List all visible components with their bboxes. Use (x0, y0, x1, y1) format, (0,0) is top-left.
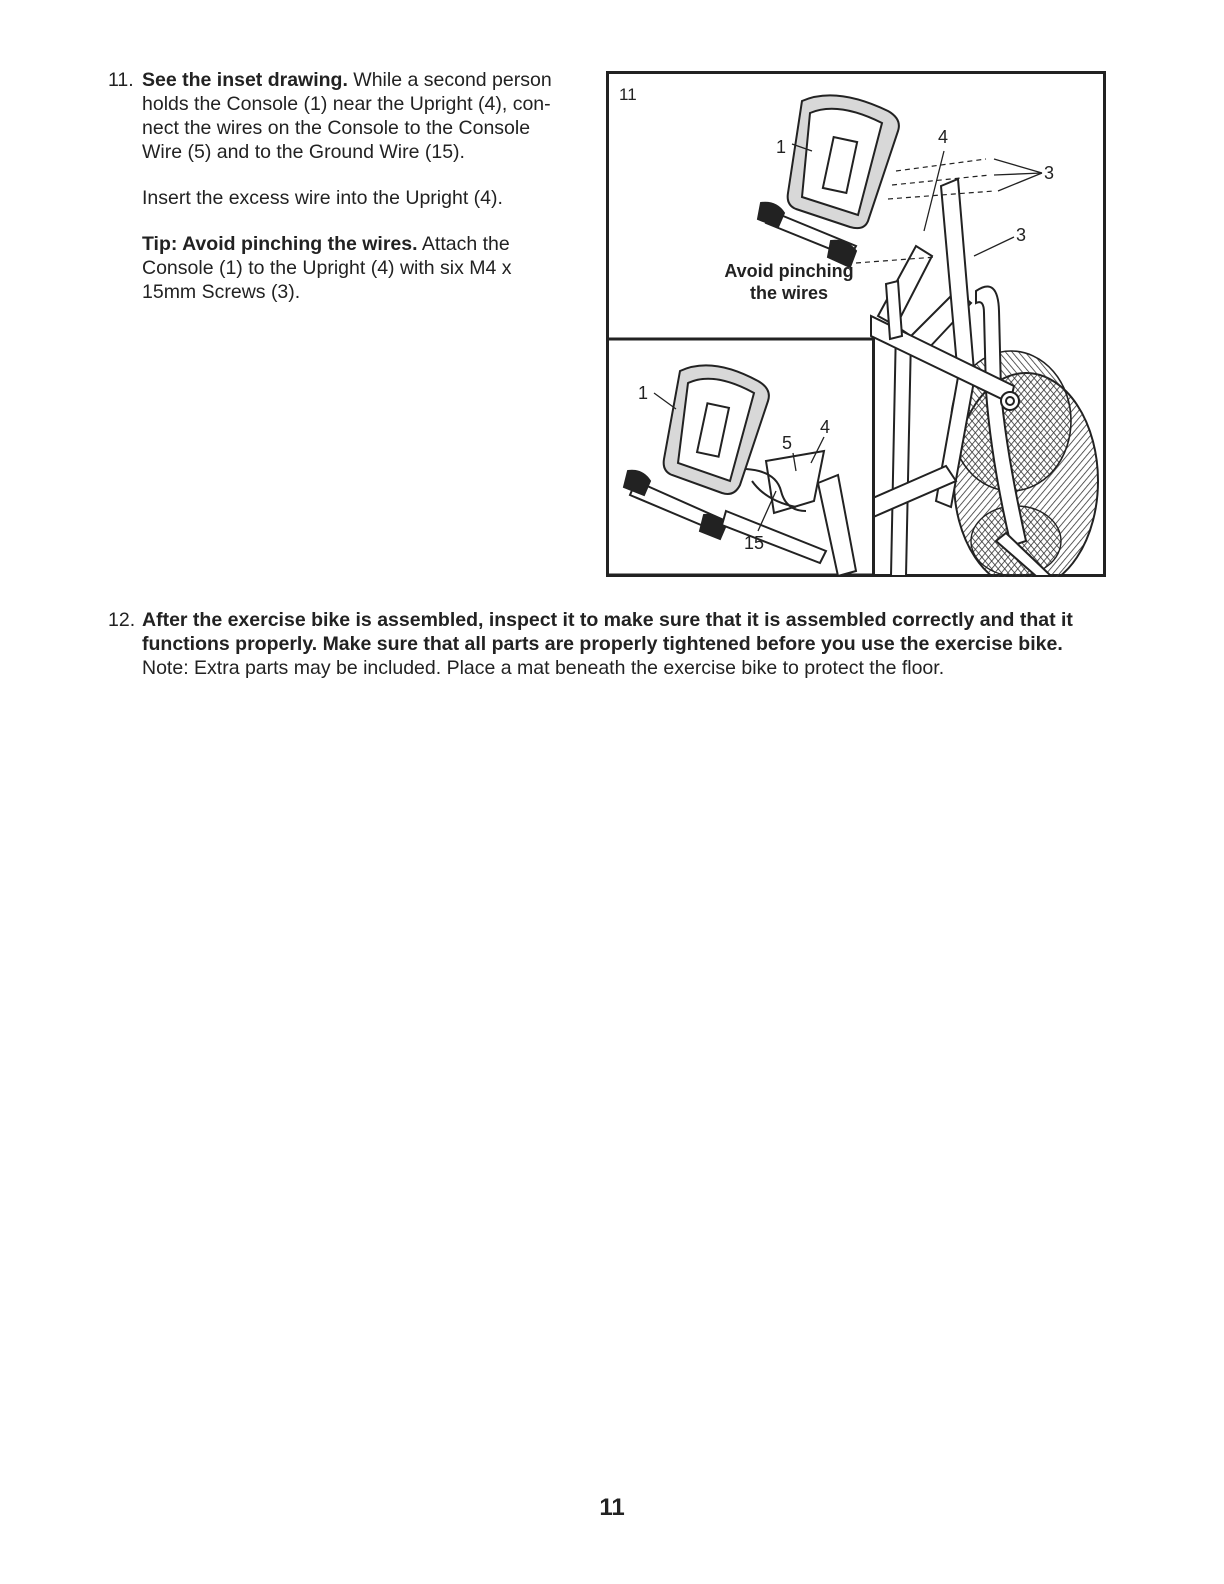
label-screws-a: 3 (1044, 163, 1055, 183)
step-number: 11. (108, 69, 134, 91)
step-11-tip-rest: Attach the (417, 233, 510, 255)
step-11-line-3: nect the wires on the Console to the Console (142, 117, 531, 139)
step-number: 12. (108, 609, 136, 631)
label-screws-b: 3 (1016, 225, 1027, 245)
step-11-para-2: Insert the excess wire into the Upright (4). (142, 187, 503, 209)
step-11-tip-bold: Tip: Avoid pinching the wires. (142, 233, 418, 255)
callout-line-2: the wires (749, 283, 829, 303)
step-11-lead-bold: See the inset drawing. (142, 69, 348, 91)
label-inset-console-wire: 5 (782, 433, 793, 453)
label-console: 1 (776, 137, 787, 157)
step-11-line-1 (142, 68, 552, 92)
step-12-body (142, 608, 1073, 680)
step-12-bold-line-1: After the exercise bike is assembled, inspect it to make sure that it is assembled correctly and that it (142, 609, 1073, 631)
label-inset-console: 1 (638, 383, 649, 403)
inset-drawing (608, 339, 874, 576)
label-inset-ground-wire: 15 (744, 533, 765, 553)
step-12-note: Note: Extra parts may be included. Place a mat beneath the exercise bike to protect the floor. (142, 657, 945, 679)
step-11-tip-line-3: 15mm Screws (3). (142, 281, 301, 303)
step-11-tip-line-2: Console (1) to the Upright (4) with six M4 x (142, 257, 512, 279)
step-11-line-2: holds the Console (1) near the Upright (4), con- (142, 93, 551, 115)
console-drawing (758, 95, 899, 267)
callout-line-1: Avoid pinching (724, 261, 854, 281)
step-11-line-4: Wire (5) and to the Ground Wire (15). (142, 141, 465, 163)
label-inset-upright: 4 (820, 417, 831, 437)
step-12-bold-line-2: functions properly. Make sure that all parts are properly tightened before you use the exercise bike. (142, 633, 1063, 655)
label-upright: 4 (938, 127, 949, 147)
step-11-body (142, 68, 552, 304)
step-11-tip-line-1 (142, 232, 552, 256)
assembly-figure (606, 71, 1106, 577)
page-number: 11 (599, 1494, 625, 1521)
step-11-lead-rest: While a second person (347, 69, 552, 91)
figure-step-label: 11 (619, 85, 637, 104)
